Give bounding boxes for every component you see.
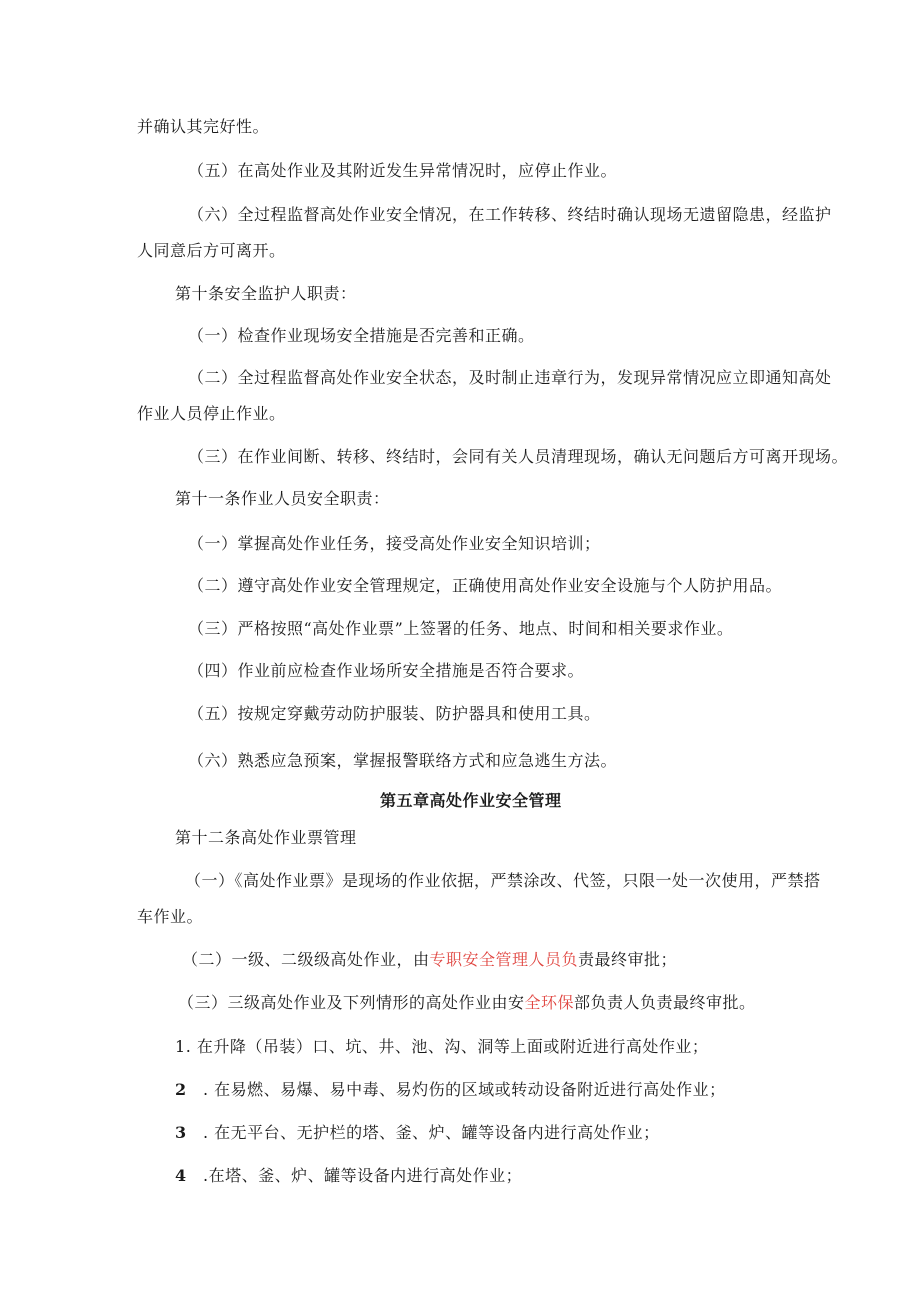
paragraph-line: （三）严格按照“高处作业票”上签署的任务、地点、时间和相关要求作业。: [188, 619, 734, 638]
item3-text-after: 部负责人负责最终审批。: [574, 993, 756, 1012]
paragraph-line: 车作业。: [137, 907, 204, 926]
paragraph-line: 并确认其完好性。: [137, 117, 270, 136]
list-item: [175, 1166, 522, 1186]
item2-text-after: 责最终审批；: [578, 950, 678, 969]
list-item-text: .在塔、釜、炉、罐等设备内进行高处作业；: [203, 1166, 523, 1185]
paragraph-line: （六）熟悉应急预案，掌握报警联络方式和应急逃生方法。: [188, 751, 618, 770]
list-item-number: 4: [175, 1166, 187, 1185]
paragraph-line: （三）在作业间断、转移、终结时，会同有关人员清理现场，确认无问题后方可离开现场。: [188, 447, 849, 466]
item3-highlight: 全环保: [524, 993, 575, 1012]
item2-text-before: （二）一级、二级级高处作业，由: [182, 950, 430, 969]
list-item-text: . 在升降（吊装）口、坑、井、池、沟、洞等上面或附近进行高处作业；: [185, 1037, 709, 1056]
item2-highlight: 专职安全管理人员负: [429, 950, 579, 969]
article-heading: 第十二条高处作业票管理: [175, 828, 357, 847]
list-item: [175, 1123, 660, 1143]
paragraph-line-item3: [178, 993, 756, 1013]
list-item-number: 2: [175, 1080, 187, 1099]
chapter-title: 第五章高处作业安全管理: [380, 791, 562, 810]
paragraph-line: （四）作业前应检查作业场所安全措施是否符合要求。: [188, 661, 585, 680]
paragraph-line: 人同意后方可离开。: [137, 241, 286, 260]
paragraph-line: （一）《高处作业票》是现场的作业依据，严禁涂改、代签，只限一处一次使用，严禁搭: [185, 871, 821, 890]
paragraph-line: （二）全过程监督高处作业安全状态，及时制止违章行为，发现异常情况应立即通知高处: [188, 368, 832, 387]
paragraph-line: （五）按规定穿戴劳动防护服装、防护器具和使用工具。: [188, 704, 601, 723]
paragraph-line: （五）在高处作业及其附近发生异常情况时，应停止作业。: [188, 161, 618, 180]
paragraph-line: （二）遵守高处作业安全管理规定，正确使用高处作业安全设施与个人防护用品。: [188, 576, 783, 595]
paragraph-line: （一）掌握高处作业任务，接受高处作业安全知识培训；: [188, 534, 601, 553]
list-item: [175, 1037, 708, 1057]
list-item-number: 3: [175, 1123, 187, 1142]
article-heading: 第十一条作业人员安全职责：: [175, 489, 390, 508]
paragraph-line: （六）全过程监督高处作业安全情况，在工作转移、终结时确认现场无遗留隐患，经监护: [188, 205, 832, 224]
list-item: [175, 1080, 726, 1100]
list-item-text: . 在无平台、无护栏的塔、釜、炉、罐等设备内进行高处作业；: [203, 1123, 660, 1142]
paragraph-line: 作业人员停止作业。: [137, 404, 286, 423]
list-item-number: 1: [175, 1037, 186, 1056]
article-heading: 第十条安全监护人职责：: [175, 284, 357, 303]
item3-text-before: （三）三级高处作业及下列情形的高处作业由安: [178, 993, 525, 1012]
paragraph-line-item2: [182, 950, 677, 970]
list-item-text: . 在易燃、易爆、易中毒、易灼伤的区域或转动设备附近进行高处作业；: [203, 1080, 726, 1099]
paragraph-line: （一）检查作业现场安全措施是否完善和正确。: [188, 326, 535, 345]
